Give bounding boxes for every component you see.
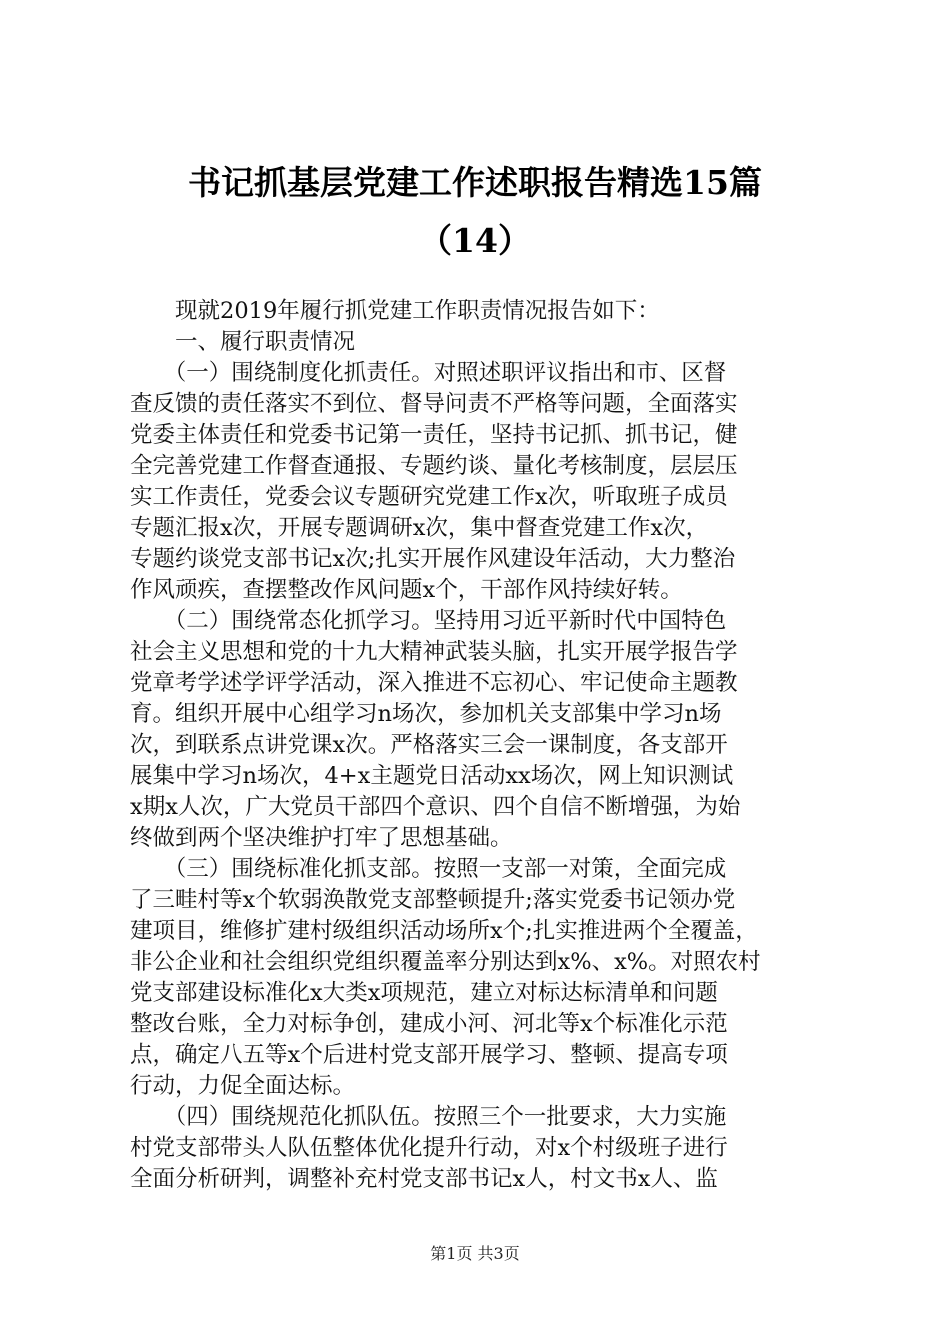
body-line: 专题约谈党支部书记x次;扎实开展作风建设年活动，大力整治 bbox=[130, 546, 736, 572]
body-line: 非公企业和社会组织党组织覆盖率分别达到x%、x%。对照农村 bbox=[130, 949, 761, 975]
body-line: （四）围绕规范化抓队伍。按照三个一批要求，大力实施 bbox=[130, 1104, 727, 1130]
body-line: 社会主义思想和党的十九大精神武装头脑，扎实开展学报告学 bbox=[130, 639, 738, 665]
body-line: 一、履行职责情况 bbox=[130, 329, 356, 355]
body-line: 查反馈的责任落实不到位、督导问责不严格等问题，全面落实 bbox=[130, 391, 738, 417]
body-line: （二）围绕常态化抓学习。坚持用习近平新时代中国特色 bbox=[130, 608, 727, 634]
body-line: 了三畦村等x个软弱涣散党支部整顿提升;落实党委书记领办党 bbox=[130, 887, 736, 913]
body-line: 建项目，维修扩建村级组织活动场所x个;扎实推进两个全覆盖， bbox=[130, 918, 758, 944]
body-line: 党支部建设标准化x大类x项规范，建立对标达标清单和问题 bbox=[130, 980, 718, 1006]
document-title: 书记抓基层党建工作述职报告精选15篇 bbox=[188, 163, 762, 202]
page-footer: 第1页 共3页 bbox=[430, 1244, 520, 1263]
body-line: 全完善党建工作督查通报、专题约谈、量化考核制度，层层压 bbox=[130, 453, 738, 479]
body-line: 育。组织开展中心组学习n场次，参加机关支部集中学习n场 bbox=[130, 701, 722, 727]
body-line: （一）围绕制度化抓责任。对照述职评议指出和市、区督 bbox=[130, 360, 727, 386]
document-title-suffix: （14） bbox=[419, 221, 531, 260]
body-line: 行动，力促全面达标。 bbox=[130, 1073, 356, 1099]
body-line: 村党支部带头人队伍整体优化提升行动，对x个村级班子进行 bbox=[130, 1135, 728, 1161]
body-line: 整改台账，全力对标争创，建成小河、河北等x个标准化示范 bbox=[130, 1011, 728, 1037]
body-line: x期x人次，广大党员干部四个意识、四个自信不断增强，为始 bbox=[130, 794, 741, 820]
body-line: 全面分析研判，调整补充村党支部书记x人，村文书x人、监 bbox=[130, 1166, 718, 1192]
body-line: 次，到联系点讲党课x次。严格落实三会一课制度，各支部开 bbox=[130, 732, 728, 758]
body-line: 作风顽疾，查摆整改作风问题x个，干部作风持续好转。 bbox=[130, 577, 683, 603]
document-body bbox=[130, 296, 830, 1195]
body-line: 展集中学习n场次，4+x主题党日活动xx场次，网上知识测试 bbox=[130, 763, 734, 789]
body-line: （三）围绕标准化抓支部。按照一支部一对策，全面完成 bbox=[130, 856, 727, 882]
body-line: 现就2019年履行抓党建工作职责情况报告如下： bbox=[130, 298, 660, 324]
body-line: 实工作责任，党委会议专题研究党建工作x次，听取班子成员 bbox=[130, 484, 728, 510]
body-line: 党委主体责任和党委书记第一责任，坚持书记抓、抓书记，健 bbox=[130, 422, 738, 448]
body-line: 党章考学述学评学活动，深入推进不忘初心、牢记使命主题教 bbox=[130, 670, 738, 696]
body-line: 点，确定八五等x个后进村党支部开展学习、整顿、提高专项 bbox=[130, 1042, 728, 1068]
body-line: 专题汇报x次，开展专题调研x次，集中督查党建工作x次， bbox=[130, 515, 709, 541]
body-line: 终做到两个坚决维护打牢了思想基础。 bbox=[130, 825, 513, 851]
